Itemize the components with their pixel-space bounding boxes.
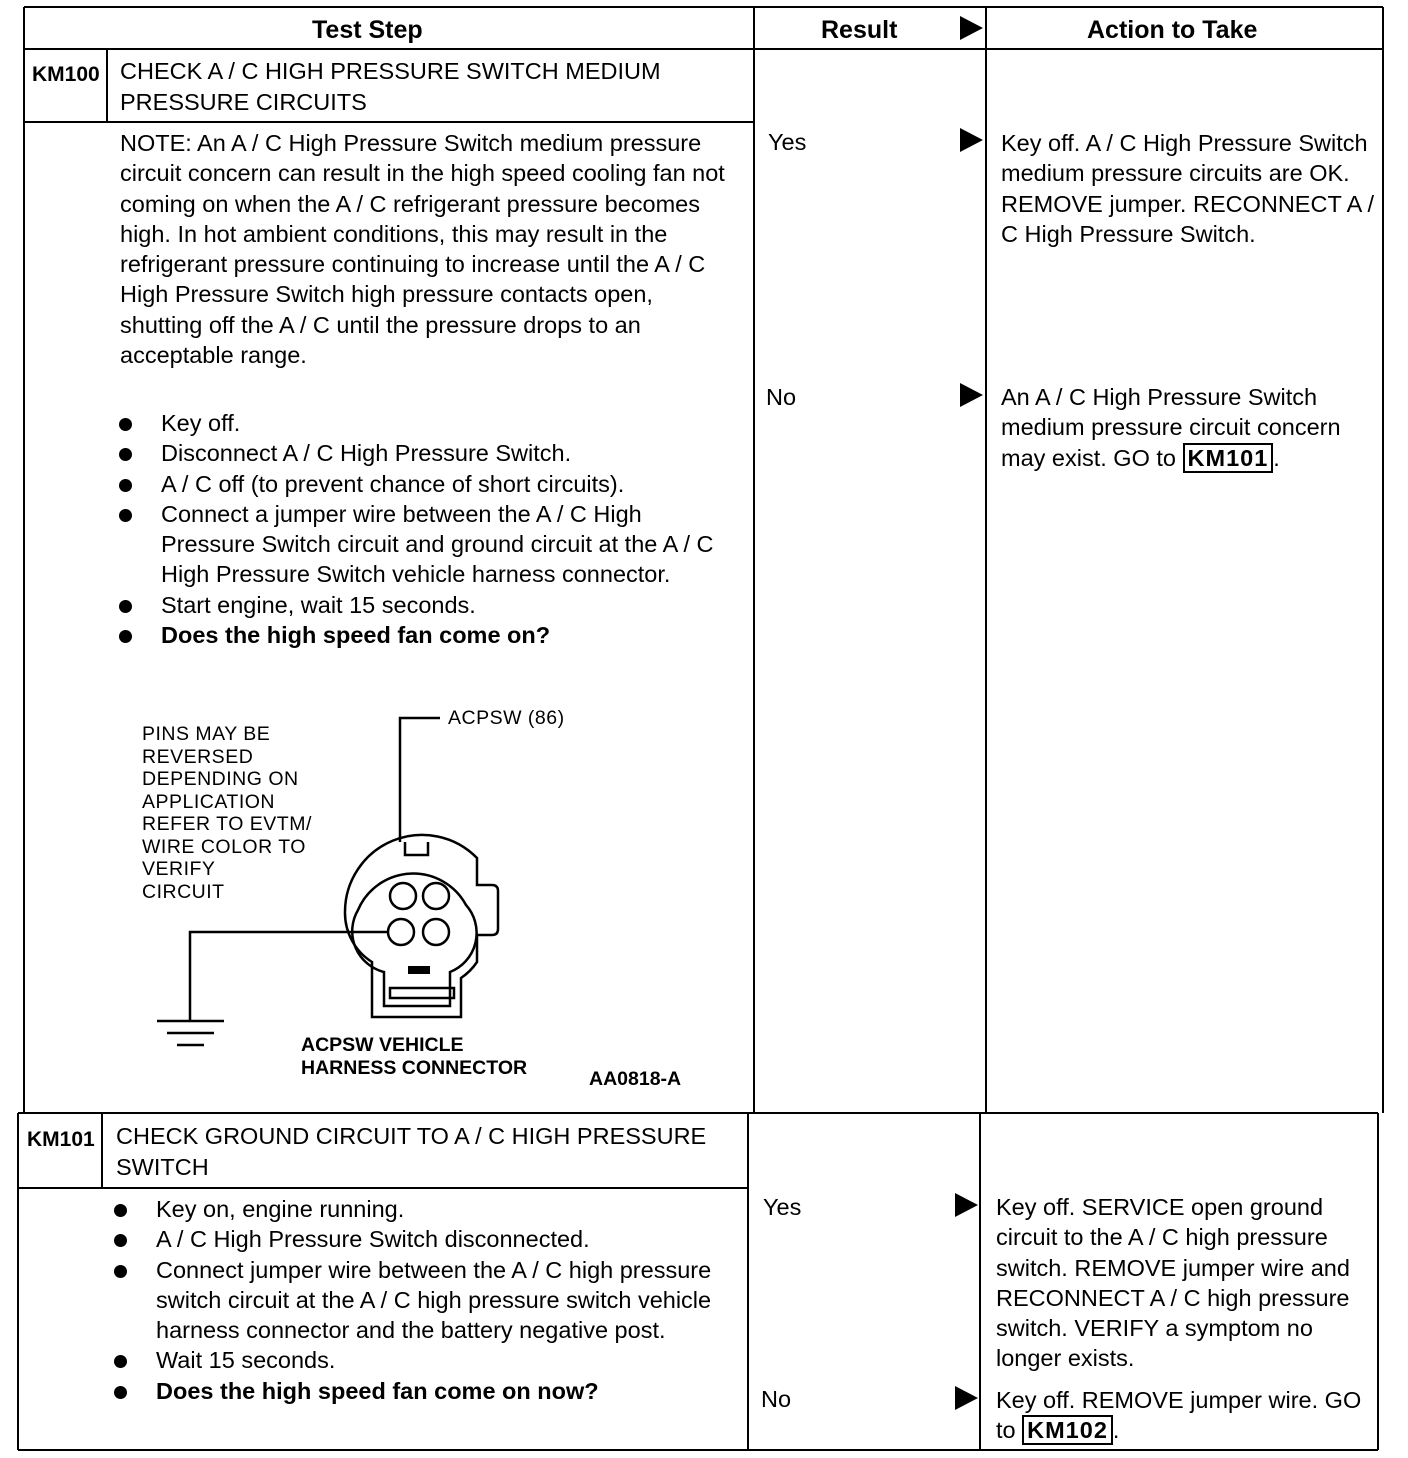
note-km100 xyxy=(120,128,732,370)
result-no: No xyxy=(766,384,797,410)
key-notch xyxy=(405,842,428,855)
ground-wire xyxy=(190,932,388,1020)
list-item: Key off. xyxy=(119,408,739,438)
header-arrow-icon xyxy=(960,16,983,40)
pin-note: PINS MAY BE REVERSED DEPENDING ON APPLICATION REFER TO EVTM/ WIRE COLOR TO VERIFY CIRCUIT xyxy=(142,723,312,903)
step-link-km101[interactable]: KM101 xyxy=(1183,443,1274,473)
step-link-km102[interactable]: KM102 xyxy=(1022,1415,1113,1445)
list-item-question: Does the high speed fan come on? xyxy=(119,620,739,650)
callout-leader xyxy=(400,718,440,842)
list-item: Wait 15 seconds. xyxy=(114,1345,734,1375)
list-item: A / C off (to prevent chance of short circuits). xyxy=(119,469,739,499)
action-no: Key off. REMOVE jumper wire. GO to KM102 . xyxy=(996,1387,1362,1444)
result-yes: Yes xyxy=(763,1194,802,1220)
callout-label: ACPSW (86) xyxy=(448,707,565,729)
result-yes: Yes xyxy=(768,129,807,155)
yes-arrow-icon xyxy=(960,128,983,152)
pin-icon xyxy=(423,883,449,909)
header-action: Action to Take xyxy=(1087,16,1258,44)
header-result: Result xyxy=(821,16,898,44)
connector-latch xyxy=(390,988,454,998)
result-no: No xyxy=(761,1386,792,1412)
action-yes: Key off. SERVICE open ground circuit to the A / C high pressure switch. REMOVE jumper wire and RECONNECT A / C high pressure switch. VERIFY a symptom no longer exists. xyxy=(996,1194,1350,1372)
action-yes: Key off. A / C High Pressure Switch medium pressure circuits are OK. REMOVE jumper. RECONNECT A / C High Pressure Switch. xyxy=(1001,130,1375,247)
list-item: Start engine, wait 15 seconds. xyxy=(119,590,739,620)
no-arrow-icon xyxy=(960,383,983,407)
action-no: An A / C High Pressure Switch medium pressure circuit concern may exist. GO to KM101 . xyxy=(1001,384,1341,471)
step-code-km101: KM101 xyxy=(27,1128,95,1151)
header-test-step: Test Step xyxy=(312,16,423,44)
list-item: Connect jumper wire between the A / C high pressure switch circuit at the A / C high pressure switch vehicle harness connector and the battery negative post. xyxy=(114,1255,734,1346)
list-item: Disconnect A / C High Pressure Switch. xyxy=(119,438,739,468)
list-item: Key on, engine running. xyxy=(114,1194,734,1224)
step-title-km100: CHECK A / C HIGH PRESSURE SWITCH MEDIUM PRESSURE CIRCUITS xyxy=(120,58,661,115)
list-item: A / C High Pressure Switch disconnected. xyxy=(114,1224,734,1254)
list-item-question: Does the high speed fan come on now? xyxy=(114,1376,734,1406)
pin-icon xyxy=(388,919,414,945)
pin-icon xyxy=(423,919,449,945)
no-arrow-icon xyxy=(955,1386,978,1410)
pin-icon xyxy=(390,883,416,909)
steps-km101 xyxy=(114,1194,734,1406)
list-item: Connect a jumper wire between the A / C High Pressure Switch circuit and ground circuit at the A / C High Pressure Switch vehicle harness connector. xyxy=(119,499,739,590)
note-text: NOTE: An A / C High Pressure Switch medium pressure circuit concern can result in the high speed cooling fan not coming on when the A / C refrigerant pressure becomes high. In hot ambient conditions, this may result in the refrigerant pressure continuing to increase until the A / C High Pressure Switch high pressure contacts open, shutting off the A / C until the pressure drops to an acceptable range. xyxy=(120,130,725,369)
step-title-km101: CHECK GROUND CIRCUIT TO A / C HIGH PRESSURE SWITCH xyxy=(116,1123,707,1180)
diagram-caption: ACPSW VEHICLE HARNESS CONNECTOR xyxy=(301,1034,528,1079)
yes-arrow-icon xyxy=(955,1193,978,1217)
step-code-km100: KM100 xyxy=(32,63,100,86)
figure-id: AA0818-A xyxy=(589,1068,682,1090)
steps-km100 xyxy=(119,408,739,650)
